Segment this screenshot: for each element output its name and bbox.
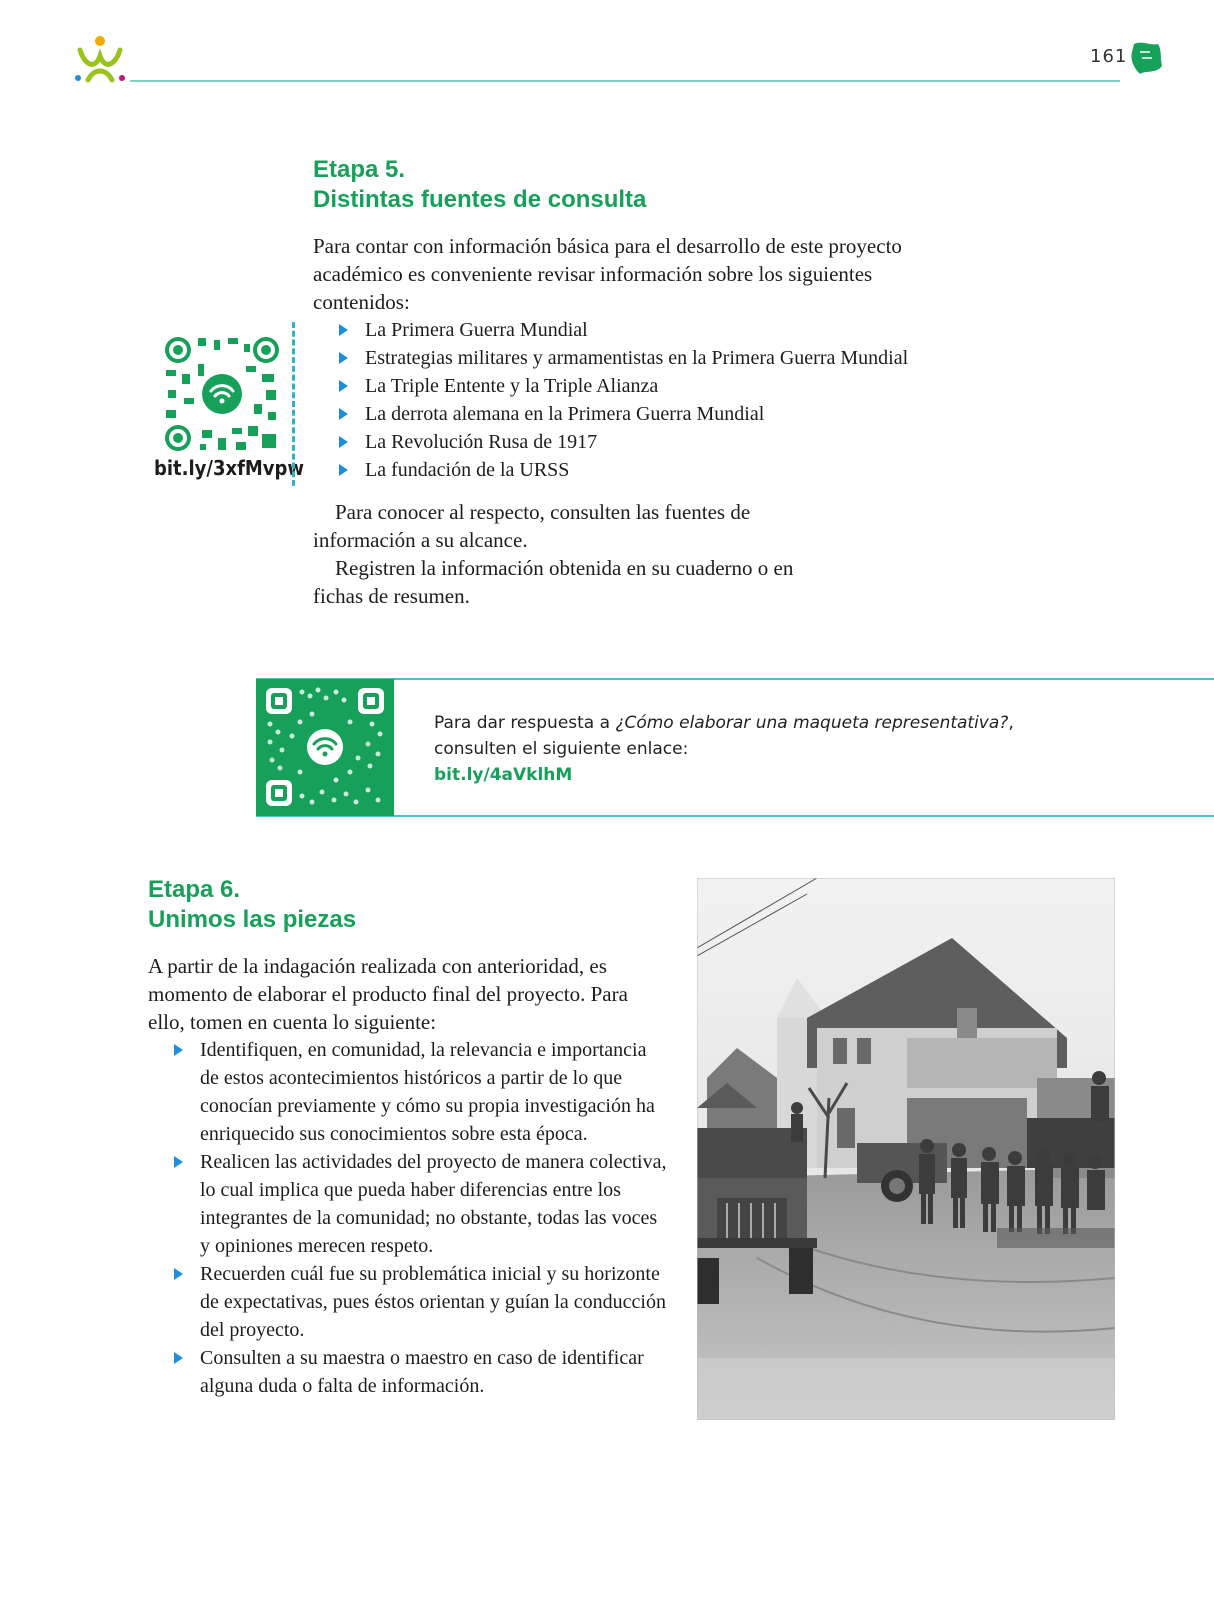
bullet-triangle-icon: [339, 352, 348, 364]
list-item: La Revolución Rusa de 1917: [335, 428, 953, 456]
header-rule: [130, 80, 1120, 82]
bullet-triangle-icon: [339, 324, 348, 336]
list-item: Identifiquen, en comunidad, la relevancia e importancia de estos acontecimientos históricos a partir de lo que conocían previamente y cómo su propia investigación ha enriquecido sus conocimientos sobre esta época.: [170, 1036, 670, 1148]
bullet-triangle-icon: [174, 1156, 183, 1168]
stage5-title: Etapa 5.: [313, 156, 406, 183]
list-item: Consulten a su maestra o maestro en caso de identificar alguna duda o falta de información.: [170, 1344, 670, 1400]
list-item: La derrota alemana en la Primera Guerra Mundial: [335, 400, 953, 428]
stage5-topic-list: [335, 316, 953, 484]
stage6-section: [148, 876, 678, 1400]
stage5-subtitle: Distintas fuentes de consulta: [313, 186, 647, 213]
stage6-intro: A partir de la indagación realizada con anterioridad, es momento de elaborar el producto final del proyecto. Para ello, tomen en cuenta lo siguiente:: [148, 954, 628, 1034]
dashed-divider: [292, 322, 295, 486]
stage5-para3: Registren la información obtenida en su cuaderno o en fichas de resumen.: [313, 556, 794, 608]
qr-code-icon[interactable]: [162, 334, 282, 454]
list-item: Estrategias militares y armamentistas en la Primera Guerra Mundial: [335, 344, 953, 372]
stage6-item-list: [170, 1036, 670, 1400]
callout-bottom-rule: [256, 815, 1214, 817]
bullet-triangle-icon: [339, 436, 348, 448]
bullet-triangle-icon: [174, 1044, 183, 1056]
page-number: 161: [1090, 46, 1128, 67]
qr-code-icon[interactable]: [264, 686, 386, 808]
callout-line1: Para dar respuesta a ¿Cómo elaborar una maqueta representativa?,: [434, 713, 1014, 733]
bullet-triangle-icon: [339, 380, 348, 392]
page-decoration-icon: [1128, 40, 1164, 76]
list-item: Recuerden cuál fue su problemática inicial y su horizonte de expectativas, pues éstos orientan y guían la conducción del proyecto.: [170, 1260, 670, 1344]
stage6-subtitle: Unimos las piezas: [148, 906, 357, 933]
historical-photo: [697, 878, 1115, 1420]
list-item: La Primera Guerra Mundial: [335, 316, 953, 344]
callout-line2: consulten el siguiente enlace:: [434, 739, 689, 759]
publisher-logo-icon: [72, 34, 128, 86]
stage5-intro: Para contar con información básica para el desarrollo de este proyecto académico es conveniente revisar información sobre los siguientes contenidos:: [313, 234, 902, 314]
qr-link-text[interactable]: bit.ly/3xfMvpw: [154, 456, 305, 480]
stage5-section: [313, 156, 953, 610]
stage5-para2: Para conocer al respecto, consulten las fuentes de información a su alcance.: [313, 500, 751, 552]
callout-link[interactable]: bit.ly/4aVklhM: [434, 765, 573, 785]
list-item: La fundación de la URSS: [335, 456, 953, 484]
bullet-triangle-icon: [339, 408, 348, 420]
bullet-triangle-icon: [174, 1268, 183, 1280]
list-item: Realicen las actividades del proyecto de manera colectiva, lo cual implica que pueda haber diferencias entre los integrantes de la comunidad; no obstante, todas las voces y opiniones merecen respeto.: [170, 1148, 670, 1260]
callout-text: [434, 710, 1014, 788]
stage6-title: Etapa 6.: [148, 876, 241, 903]
list-item: La Triple Entente y la Triple Alianza: [335, 372, 953, 400]
callout-top-rule: [256, 678, 1214, 680]
bullet-triangle-icon: [174, 1352, 183, 1364]
bullet-triangle-icon: [339, 464, 348, 476]
